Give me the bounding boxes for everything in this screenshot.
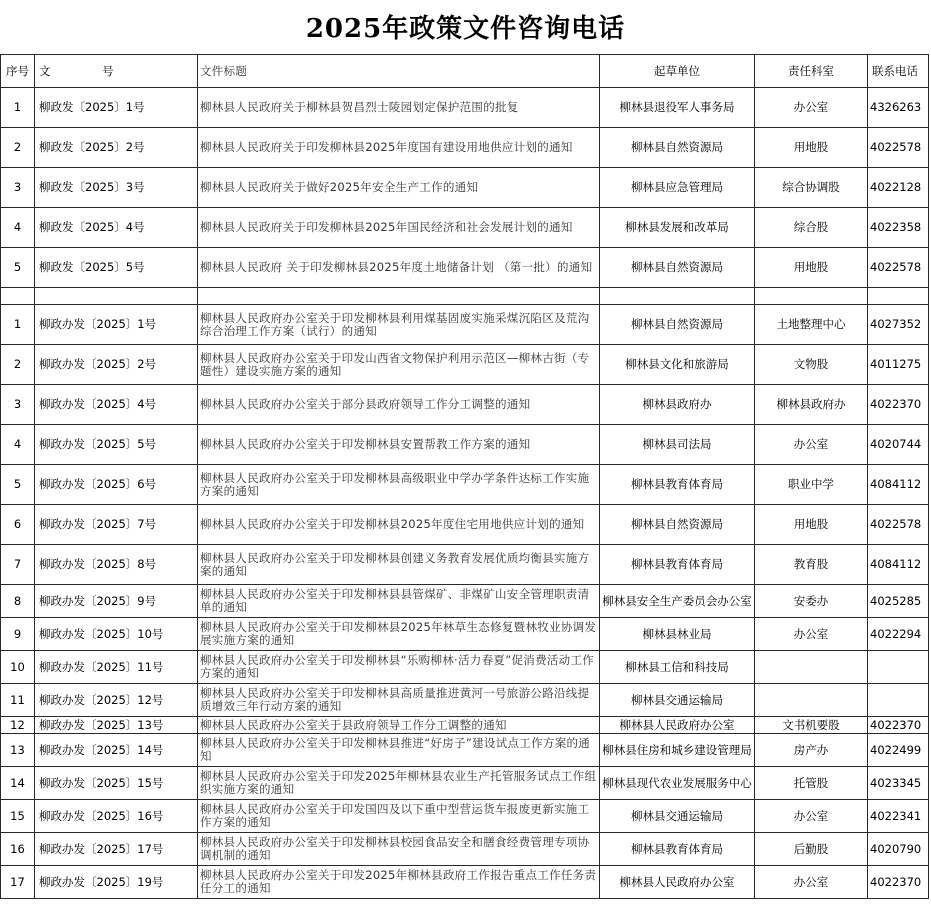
- cell-drafting-unit: 柳林县人民政府办公室: [600, 717, 755, 734]
- cell-doc-no: 柳政办发〔2025〕7号: [35, 505, 198, 545]
- cell-doc-title: 柳林县人民政府办公室关于县政府领导工作分工调整的通知: [198, 717, 600, 734]
- table-row: [1, 465, 929, 505]
- separator-row: [1, 288, 929, 305]
- cell-seq: 2: [1, 128, 35, 168]
- cell-phone: 4022578: [868, 505, 929, 545]
- cell-drafting-unit: 柳林县安全生产委员会办公室: [600, 585, 755, 618]
- cell-phone: 4022499: [868, 734, 929, 767]
- cell-doc-title: 柳林县人民政府办公室关于印发柳林县县管煤矿、非煤矿山安全管理职责清单的通知: [198, 585, 600, 618]
- cell-responsible-dept: 文书机要股: [755, 717, 868, 734]
- cell-doc-title: 柳林县人民政府办公室关于印发柳林县2025年林草生态修复暨林牧业协调发展实施方案的通知: [198, 618, 600, 651]
- cell-doc-title: 柳林县人民政府办公室关于印发柳林县创建义务教育发展优质均衡县实施方案的通知: [198, 545, 600, 585]
- cell-doc-no: 柳政办发〔2025〕12号: [35, 684, 198, 717]
- cell-doc-no: 柳政发〔2025〕5号: [35, 248, 198, 288]
- cell-phone: 4084112: [868, 545, 929, 585]
- cell-doc-title: 柳林县人民政府办公室关于印发柳林县校园食品安全和膳食经费管理专项协调机制的通知: [198, 833, 600, 866]
- cell-seq: 4: [1, 208, 35, 248]
- cell-doc-title: 柳林县人民政府办公室关于印发柳林县2025年度住宅用地供应计划的通知: [198, 505, 600, 545]
- cell-seq: 10: [1, 651, 35, 684]
- cell-doc-title: 柳林县人民政府办公室关于印发2025年柳林县农业生产托管服务试点工作组织实施方案的通知: [198, 767, 600, 800]
- cell-doc-title: 柳林县人民政府办公室关于印发柳林县高质量推进黄河一号旅游公路沿线提质增效三年行动方案的通知: [198, 684, 600, 717]
- cell-phone: 4022341: [868, 800, 929, 833]
- table-row: [1, 88, 929, 128]
- cell-phone: 4022370: [868, 385, 929, 425]
- table-row: [1, 734, 929, 767]
- separator-cell: [868, 288, 929, 305]
- cell-seq: 7: [1, 545, 35, 585]
- separator-cell: [198, 288, 600, 305]
- cell-drafting-unit: 柳林县自然资源局: [600, 505, 755, 545]
- table-row: [1, 385, 929, 425]
- cell-doc-no: 柳政发〔2025〕1号: [35, 88, 198, 128]
- cell-doc-no: 柳政办发〔2025〕11号: [35, 651, 198, 684]
- cell-doc-no: 柳政办发〔2025〕19号: [35, 866, 198, 899]
- cell-doc-title: 柳林县人民政府办公室关于印发柳林县推进“好房子”建设试点工作方案的通知: [198, 734, 600, 767]
- cell-doc-title: 柳林县人民政府办公室关于印发柳林县高级职业中学办学条件达标工作实施方案的通知: [198, 465, 600, 505]
- cell-doc-title: 柳林县人民政府办公室关于印发国四及以下重中型营运货车报废更新实施工作方案的通知: [198, 800, 600, 833]
- cell-seq: 5: [1, 465, 35, 505]
- cell-doc-no: 柳政发〔2025〕2号: [35, 128, 198, 168]
- separator-cell: [1, 288, 35, 305]
- cell-seq: 16: [1, 833, 35, 866]
- cell-drafting-unit: 柳林县政府办: [600, 385, 755, 425]
- cell-phone: 4020790: [868, 833, 929, 866]
- header-responsible-dept: 责任科室: [755, 55, 868, 88]
- cell-drafting-unit: 柳林县交通运输局: [600, 684, 755, 717]
- cell-responsible-dept: 安委办: [755, 585, 868, 618]
- cell-phone: 4326263: [868, 88, 929, 128]
- table-row: [1, 128, 929, 168]
- table-row: [1, 248, 929, 288]
- separator-cell: [35, 288, 198, 305]
- cell-phone: 4027352: [868, 305, 929, 345]
- cell-doc-no: 柳政办发〔2025〕10号: [35, 618, 198, 651]
- cell-doc-title: 柳林县人民政府关于印发柳林县2025年度国有建设用地供应计划的通知: [198, 128, 600, 168]
- cell-responsible-dept: [755, 684, 868, 717]
- cell-doc-title: 柳林县人民政府办公室关于印发柳林县“乐购柳林·活力春夏”促消费活动工作方案的通知: [198, 651, 600, 684]
- cell-doc-title: 柳林县人民政府办公室关于印发柳林县安置帮教工作方案的通知: [198, 425, 600, 465]
- cell-responsible-dept: 教育股: [755, 545, 868, 585]
- cell-responsible-dept: 办公室: [755, 88, 868, 128]
- cell-drafting-unit: 柳林县教育体育局: [600, 833, 755, 866]
- cell-drafting-unit: 柳林县发展和改革局: [600, 208, 755, 248]
- policy-table: [0, 54, 929, 899]
- table-row: [1, 651, 929, 684]
- cell-seq: 6: [1, 505, 35, 545]
- cell-doc-no: 柳政办发〔2025〕9号: [35, 585, 198, 618]
- cell-responsible-dept: 综合股: [755, 208, 868, 248]
- header-doc-no: 文 号: [35, 55, 198, 88]
- cell-responsible-dept: 办公室: [755, 618, 868, 651]
- cell-drafting-unit: 柳林县退役军人事务局: [600, 88, 755, 128]
- cell-responsible-dept: 房产办: [755, 734, 868, 767]
- table-row: [1, 833, 929, 866]
- table-row: [1, 208, 929, 248]
- cell-doc-no: 柳政办发〔2025〕13号: [35, 717, 198, 734]
- cell-seq: 17: [1, 866, 35, 899]
- cell-doc-no: 柳政办发〔2025〕4号: [35, 385, 198, 425]
- page-title: 2025年政策文件咨询电话: [305, 13, 626, 44]
- cell-responsible-dept: 职业中学: [755, 465, 868, 505]
- cell-drafting-unit: 柳林县林业局: [600, 618, 755, 651]
- cell-responsible-dept: 用地股: [755, 248, 868, 288]
- cell-phone: 4022128: [868, 168, 929, 208]
- header-doc-title: 文件标题: [198, 55, 600, 88]
- cell-phone: [868, 651, 929, 684]
- cell-phone: 4022358: [868, 208, 929, 248]
- table-row: [1, 684, 929, 717]
- cell-doc-title: 柳林县人民政府办公室关于印发柳林县利用煤基固废实施采煤沉陷区及荒沟综合治理工作方案（试行）的通知: [198, 305, 600, 345]
- table-row: [1, 618, 929, 651]
- cell-seq: 9: [1, 618, 35, 651]
- cell-drafting-unit: 柳林县自然资源局: [600, 128, 755, 168]
- cell-doc-title: 柳林县人民政府关于印发柳林县2025年国民经济和社会发展计划的通知: [198, 208, 600, 248]
- cell-drafting-unit: 柳林县教育体育局: [600, 545, 755, 585]
- cell-phone: 4020744: [868, 425, 929, 465]
- cell-doc-no: 柳政办发〔2025〕1号: [35, 305, 198, 345]
- table-row: [1, 505, 929, 545]
- separator-cell: [600, 288, 755, 305]
- cell-phone: 4084112: [868, 465, 929, 505]
- header-row: [1, 55, 929, 88]
- cell-phone: 4022578: [868, 248, 929, 288]
- cell-responsible-dept: 文物股: [755, 345, 868, 385]
- cell-drafting-unit: 柳林县文化和旅游局: [600, 345, 755, 385]
- table-row: [1, 305, 929, 345]
- cell-phone: [868, 684, 929, 717]
- table-row: [1, 545, 929, 585]
- header-seq: 序号: [1, 55, 35, 88]
- table-row: [1, 168, 929, 208]
- cell-phone: 4025285: [868, 585, 929, 618]
- cell-drafting-unit: 柳林县教育体育局: [600, 465, 755, 505]
- cell-responsible-dept: 用地股: [755, 505, 868, 545]
- cell-phone: 4011275: [868, 345, 929, 385]
- cell-drafting-unit: 柳林县现代农业发展服务中心: [600, 767, 755, 800]
- table-row: [1, 585, 929, 618]
- cell-seq: 3: [1, 385, 35, 425]
- cell-responsible-dept: 办公室: [755, 800, 868, 833]
- cell-seq: 2: [1, 345, 35, 385]
- cell-doc-no: 柳政办发〔2025〕16号: [35, 800, 198, 833]
- cell-seq: 11: [1, 684, 35, 717]
- cell-drafting-unit: 柳林县应急管理局: [600, 168, 755, 208]
- table-row: [1, 425, 929, 465]
- header-phone: 联系电话: [868, 55, 929, 88]
- separator-cell: [755, 288, 868, 305]
- cell-responsible-dept: 办公室: [755, 866, 868, 899]
- cell-responsible-dept: 综合协调股: [755, 168, 868, 208]
- cell-phone: 4022578: [868, 128, 929, 168]
- cell-drafting-unit: 柳林县交通运输局: [600, 800, 755, 833]
- cell-doc-title: 柳林县人民政府关于做好2025年安全生产工作的通知: [198, 168, 600, 208]
- table-row: [1, 345, 929, 385]
- cell-drafting-unit: 柳林县司法局: [600, 425, 755, 465]
- table-row: [1, 717, 929, 734]
- cell-drafting-unit: 柳林县住房和城乡建设管理局: [600, 734, 755, 767]
- cell-doc-no: 柳政办发〔2025〕15号: [35, 767, 198, 800]
- table-row: [1, 800, 929, 833]
- cell-seq: 4: [1, 425, 35, 465]
- cell-phone: 4022294: [868, 618, 929, 651]
- cell-seq: 1: [1, 88, 35, 128]
- cell-doc-title: 柳林县人民政府办公室关于印发2025年柳林县政府工作报告重点工作任务责任分工的通知: [198, 866, 600, 899]
- cell-seq: 15: [1, 800, 35, 833]
- cell-responsible-dept: [755, 651, 868, 684]
- cell-responsible-dept: 用地股: [755, 128, 868, 168]
- cell-seq: 8: [1, 585, 35, 618]
- table-row: [1, 866, 929, 899]
- cell-doc-no: 柳政发〔2025〕4号: [35, 208, 198, 248]
- cell-doc-title: 柳林县人民政府办公室关于印发山西省文物保护利用示范区—柳林古街（专题性）建设实施方案的通知: [198, 345, 600, 385]
- cell-responsible-dept: 托管股: [755, 767, 868, 800]
- cell-doc-no: 柳政办发〔2025〕5号: [35, 425, 198, 465]
- cell-doc-no: 柳政办发〔2025〕8号: [35, 545, 198, 585]
- cell-drafting-unit: 柳林县自然资源局: [600, 305, 755, 345]
- cell-seq: 1: [1, 305, 35, 345]
- cell-seq: 12: [1, 717, 35, 734]
- cell-phone: 4022370: [868, 717, 929, 734]
- cell-drafting-unit: 柳林县自然资源局: [600, 248, 755, 288]
- cell-doc-no: 柳政办发〔2025〕14号: [35, 734, 198, 767]
- cell-drafting-unit: 柳林县人民政府办公室: [600, 866, 755, 899]
- cell-seq: 3: [1, 168, 35, 208]
- cell-doc-title: 柳林县人民政府关于柳林县贺昌烈士陵园划定保护范围的批复: [198, 88, 600, 128]
- cell-responsible-dept: 后勤股: [755, 833, 868, 866]
- header-drafting-unit: 起草单位: [600, 55, 755, 88]
- cell-doc-no: 柳政办发〔2025〕6号: [35, 465, 198, 505]
- cell-responsible-dept: 柳林县政府办: [755, 385, 868, 425]
- cell-phone: 4022370: [868, 866, 929, 899]
- cell-drafting-unit: 柳林县工信和科技局: [600, 651, 755, 684]
- cell-responsible-dept: 办公室: [755, 425, 868, 465]
- cell-doc-no: 柳政发〔2025〕3号: [35, 168, 198, 208]
- cell-seq: 13: [1, 734, 35, 767]
- cell-doc-title: 柳林县人民政府 关于印发柳林县2025年度土地储备计划 （第一批）的通知: [198, 248, 600, 288]
- cell-doc-no: 柳政办发〔2025〕2号: [35, 345, 198, 385]
- cell-responsible-dept: 土地整理中心: [755, 305, 868, 345]
- cell-doc-title: 柳林县人民政府办公室关于部分县政府领导工作分工调整的通知: [198, 385, 600, 425]
- cell-seq: 14: [1, 767, 35, 800]
- cell-seq: 5: [1, 248, 35, 288]
- cell-phone: 4023345: [868, 767, 929, 800]
- table-row: [1, 767, 929, 800]
- cell-doc-no: 柳政办发〔2025〕17号: [35, 833, 198, 866]
